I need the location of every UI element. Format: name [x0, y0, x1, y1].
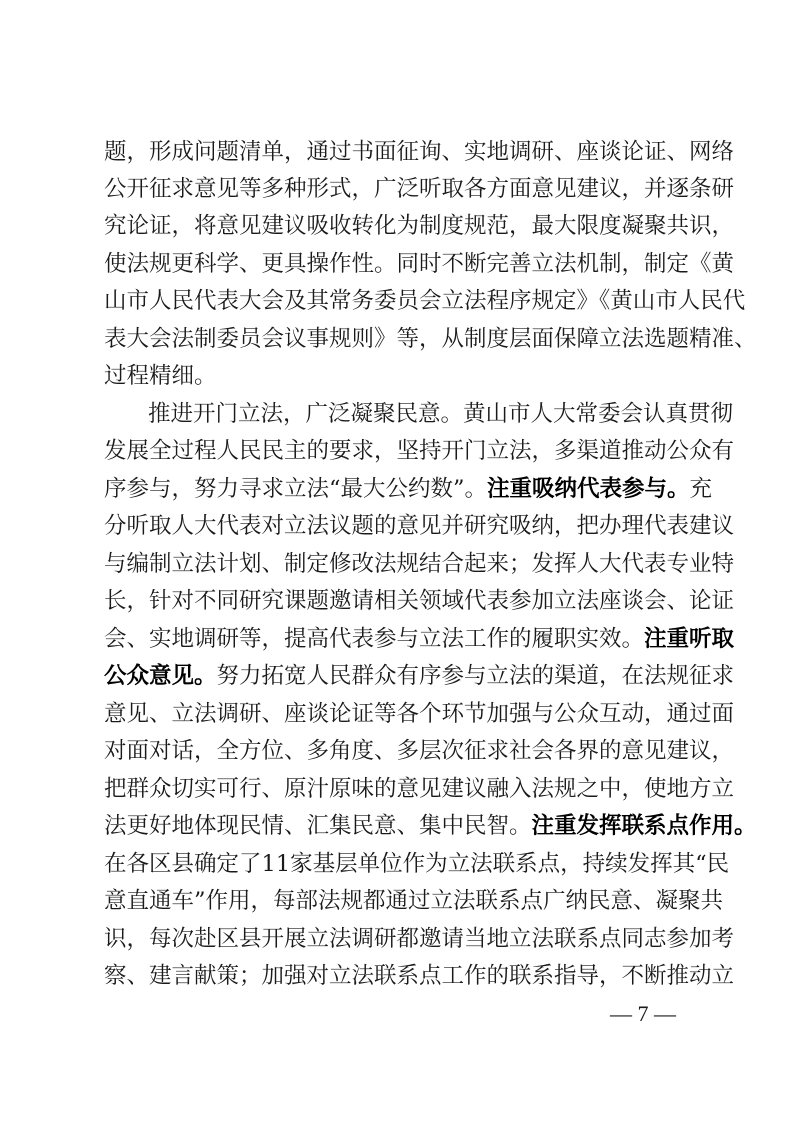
text-line [104, 511, 735, 541]
text-line [104, 586, 735, 616]
text-segment: 努力拓宽人民群众有序参与立法的渠道，在法规征求 [216, 663, 735, 689]
text-line [104, 774, 735, 804]
text-line: 公开征求意见等多种形式，广泛听取各方面意见建议，并逐条研 [104, 176, 735, 202]
text-line: 表大会法制委员会议事规则》等，从制度层面保障立法选题精准、 [104, 326, 757, 352]
bold-heading-public-opinion-cont: 公众意见。 [104, 663, 217, 689]
text-segment: 法更好地体现民情、汇集民意、集中民智。 [104, 813, 532, 839]
text-line [104, 961, 735, 991]
text-segment: 识，每次赴区县开展立法调研都邀请当地立法联系点同志参加考 [104, 926, 735, 952]
text-line: 题，形成问题清单，通过书面征询、实地调研、座谈论证、网络 [104, 139, 735, 165]
text-line [104, 624, 735, 654]
text-line [104, 811, 757, 841]
text-line [104, 661, 735, 691]
text-segment: 充 [689, 476, 713, 502]
text-line [104, 436, 735, 466]
text-segment: 把群众切实可行、原汁原味的意见建议融入法规之中，使地方立 [104, 776, 735, 802]
text-line: 山市人民代表大会及其常务委员会立法程序规定》《黄山市人民代 [104, 288, 746, 314]
text-line [104, 849, 730, 879]
text-segment: 意见、立法调研、座谈论证等各个环节加强与公众互动，通过面 [104, 701, 735, 727]
text-segment: 会、实地调研等，提高代表参与立法工作的履职实效。 [104, 626, 645, 652]
text-segment: 发展全过程人民民主的要求，坚持开门立法，多渠道推动公众有 [104, 438, 735, 464]
text-segment: 意直通车”作用，每部法规都通过立法联系点广纳民意、凝聚共 [104, 888, 724, 914]
text-segment: 察、建言献策；加强对立法联系点工作的联系指导，不断推动立 [104, 963, 735, 989]
page-number: — 7 — [610, 1001, 676, 1026]
text-line [148, 399, 734, 429]
text-line: 使法规更科学、更具操作性。同时不断完善立法机制，制定《黄 [104, 251, 735, 277]
text-segment: 分听取人大代表对立法议题的意见并研究吸纳，把办理代表建议 [104, 513, 735, 539]
text-line: 过程精细。 [104, 363, 217, 389]
text-line [104, 549, 735, 579]
bold-heading-deputies: 注重吸纳代表参与。 [487, 476, 690, 502]
text-line [104, 736, 735, 766]
text-line [104, 886, 724, 916]
text-line [104, 699, 735, 729]
paragraph-lead-text: 推进开门立法，广泛凝聚民意。黄山市人大常委会认真贯彻 [148, 401, 734, 427]
text-segment: 与编制立法计划、制定修改法规结合起来；发挥人大代表专业特 [104, 551, 735, 577]
text-segment: 序参与，努力寻求立法“最大公约数”。 [104, 476, 488, 502]
text-segment: 对面对话，全方位、多角度、多层次征求社会各界的意见建议， [104, 738, 735, 764]
text-line: 究论证，将意见建议吸收转化为制度规范，最大限度凝聚共识， [104, 213, 735, 239]
bold-heading-public-opinion: 注重听取 [644, 626, 735, 652]
text-segment: 在各区县确定了11家基层单位作为立法联系点，持续发挥其“民 [104, 851, 730, 877]
text-line [104, 474, 713, 504]
text-line [104, 924, 735, 954]
bold-heading-contact-points: 注重发挥联系点作用。 [531, 813, 757, 839]
text-segment: 长，针对不同研究课题邀请相关领域代表参加立法座谈会、论证 [104, 588, 735, 614]
